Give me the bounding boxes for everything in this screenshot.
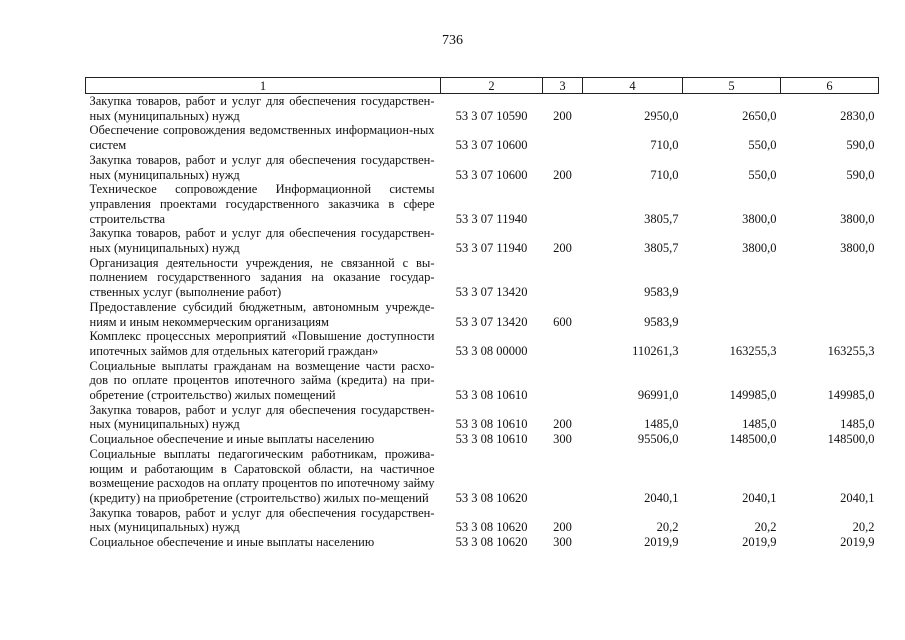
row-value-3: 20,2: [852, 520, 875, 535]
row-value-1: 2019,9: [644, 535, 679, 550]
budget-table: [85, 77, 879, 550]
row-name: Организация деятельности учреждения, не связанной с вы-полнением государственного задания на оказание государ-ственных услуг (выполнение работ): [89, 255, 435, 300]
row-value-1: 3805,7: [644, 211, 679, 226]
table-row: [86, 359, 879, 403]
row-value-1: 710,0: [650, 167, 679, 182]
table-row: [86, 123, 879, 152]
row-code: 53 3 08 00000: [455, 343, 528, 358]
table-row: [86, 300, 879, 329]
row-value-2: 163255,3: [729, 343, 777, 358]
row-value-1: 9583,9: [644, 285, 679, 300]
row-name: Закупка товаров, работ и услуг для обеспечения государствен-ных (муниципальных) нужд: [89, 152, 435, 182]
row-expense-type: 200: [553, 167, 572, 182]
row-value-1: 96991,0: [637, 388, 679, 403]
row-expense-type: 200: [553, 108, 572, 123]
column-header: 5: [683, 78, 781, 94]
row-name: Социальные выплаты педагогическим работникам, прожива-ющим и работающим в Саратовской области, на частичное возмещение расходов на оплату процентов по ипотечному займу (кредиту) на приобретение (строительство) жилых по-мещений: [89, 446, 435, 505]
row-code: 53 3 07 11940: [455, 241, 528, 256]
row-expense-type: [543, 359, 583, 403]
row-code: 53 3 08 10620: [455, 535, 528, 550]
table-row: [86, 506, 879, 535]
row-value-3: 590,0: [846, 167, 875, 182]
row-expense-type: 300: [553, 432, 572, 447]
row-code: 53 3 07 10600: [455, 138, 528, 153]
row-name: Предоставление субсидий бюджетным, автономным учрежде-ниям и иным некоммерческим организациям: [89, 299, 435, 329]
row-value-1: 1485,0: [644, 417, 679, 432]
row-value-1: 95506,0: [637, 432, 679, 447]
row-value-3: 3800,0: [840, 211, 875, 226]
row-name: Комплекс процессных мероприятий «Повышение доступности ипотечных займов для отдельных категорий граждан»: [89, 329, 435, 358]
row-value-3: [781, 300, 879, 329]
row-value-2: [683, 256, 781, 300]
row-value-2: 3800,0: [742, 211, 777, 226]
row-value-1: 20,2: [656, 520, 679, 535]
row-code: 53 3 08 10620: [455, 520, 528, 535]
table-row: [86, 94, 879, 124]
row-name: Закупка товаров, работ и услуг для обеспечения государствен-ных (муниципальных) нужд: [89, 505, 435, 535]
row-value-2: [683, 300, 781, 329]
row-value-3: 2040,1: [840, 490, 875, 505]
row-code: 53 3 07 13420: [455, 285, 528, 300]
column-header: 3: [543, 78, 583, 94]
table-row: [86, 329, 879, 358]
row-value-3: 3800,0: [840, 241, 875, 256]
row-value-2: 550,0: [748, 167, 777, 182]
row-value-2: 3800,0: [742, 241, 777, 256]
row-value-3: [781, 256, 879, 300]
row-code: 53 3 08 10610: [455, 432, 528, 447]
row-value-1: 9583,9: [644, 314, 679, 329]
row-name: Социальное обеспечение и иные выплаты населению: [89, 535, 375, 550]
row-value-3: 2019,9: [840, 535, 875, 550]
row-value-1: 110261,3: [632, 343, 679, 358]
row-value-1: 710,0: [650, 138, 679, 153]
column-header: 6: [781, 78, 879, 94]
row-name: Закупка товаров, работ и услуг для обеспечения государствен-ных (муниципальных) нужд: [89, 402, 435, 432]
header-row: [86, 78, 879, 94]
row-expense-type: 300: [553, 535, 572, 550]
row-value-2: 1485,0: [742, 417, 777, 432]
row-name: Обеспечение сопровождения ведомственных информацион-ных систем: [89, 123, 435, 153]
row-expense-type: [543, 256, 583, 300]
row-code: 53 3 07 13420: [455, 314, 528, 329]
row-name: Социальное обеспечение и иные выплаты населению: [89, 432, 375, 447]
row-value-2: 550,0: [748, 138, 777, 153]
row-value-1: 2040,1: [644, 490, 679, 505]
row-value-2: 20,2: [754, 520, 777, 535]
row-expense-type: 200: [553, 241, 572, 256]
row-code: 53 3 08 10610: [455, 388, 528, 403]
row-value-2: 2019,9: [742, 535, 777, 550]
row-value-3: 2830,0: [840, 108, 875, 123]
row-code: 53 3 08 10610: [455, 417, 528, 432]
page-number: 736: [442, 33, 463, 48]
table-row: [86, 432, 879, 447]
row-value-3: 149985,0: [827, 388, 875, 403]
row-expense-type: 200: [553, 520, 572, 535]
row-value-2: 149985,0: [729, 388, 777, 403]
row-value-3: 1485,0: [840, 417, 875, 432]
column-header: 1: [86, 78, 441, 94]
row-value-2: 2650,0: [742, 108, 777, 123]
row-value-1: 2950,0: [644, 108, 679, 123]
column-header: 2: [441, 78, 543, 94]
row-code: 53 3 07 10600: [455, 167, 528, 182]
row-value-3: 148500,0: [827, 432, 875, 447]
row-value-2: 148500,0: [729, 432, 777, 447]
row-value-3: 590,0: [846, 138, 875, 153]
row-code: 53 3 08 10620: [455, 490, 528, 505]
row-name: Социальные выплаты гражданам на возмещение части расхо-дов по оплате процентов ипотечного займа (кредита) на при-обретение (строительство) жилых помещений: [89, 358, 435, 403]
row-expense-type: 600: [553, 314, 572, 329]
table-row: [86, 535, 879, 550]
row-name: Закупка товаров, работ и услуг для обеспечения государствен-ных (муниципальных) нужд: [89, 226, 435, 256]
table-row: [86, 226, 879, 255]
row-expense-type: [543, 329, 583, 358]
row-expense-type: [543, 123, 583, 152]
table-row: [86, 403, 879, 432]
table-row: [86, 256, 879, 300]
row-code: 53 3 07 11940: [455, 211, 528, 226]
row-value-1: 3805,7: [644, 241, 679, 256]
column-header: 4: [583, 78, 683, 94]
row-value-3: 163255,3: [827, 343, 875, 358]
table-row: [86, 153, 879, 182]
row-value-2: 2040,1: [742, 490, 777, 505]
row-expense-type: [543, 447, 583, 506]
row-code: 53 3 07 10590: [455, 108, 528, 123]
row-name: Техническое сопровождение Информационной системы управления проектами государственного заказчика в сфере строительства: [89, 182, 435, 226]
row-name: Закупка товаров, работ и услуг для обеспечения государствен-ных (муниципальных) нужд: [89, 94, 435, 123]
row-expense-type: 200: [553, 417, 572, 432]
table-row: [86, 182, 879, 226]
row-expense-type: [543, 182, 583, 226]
table-row: [86, 447, 879, 506]
